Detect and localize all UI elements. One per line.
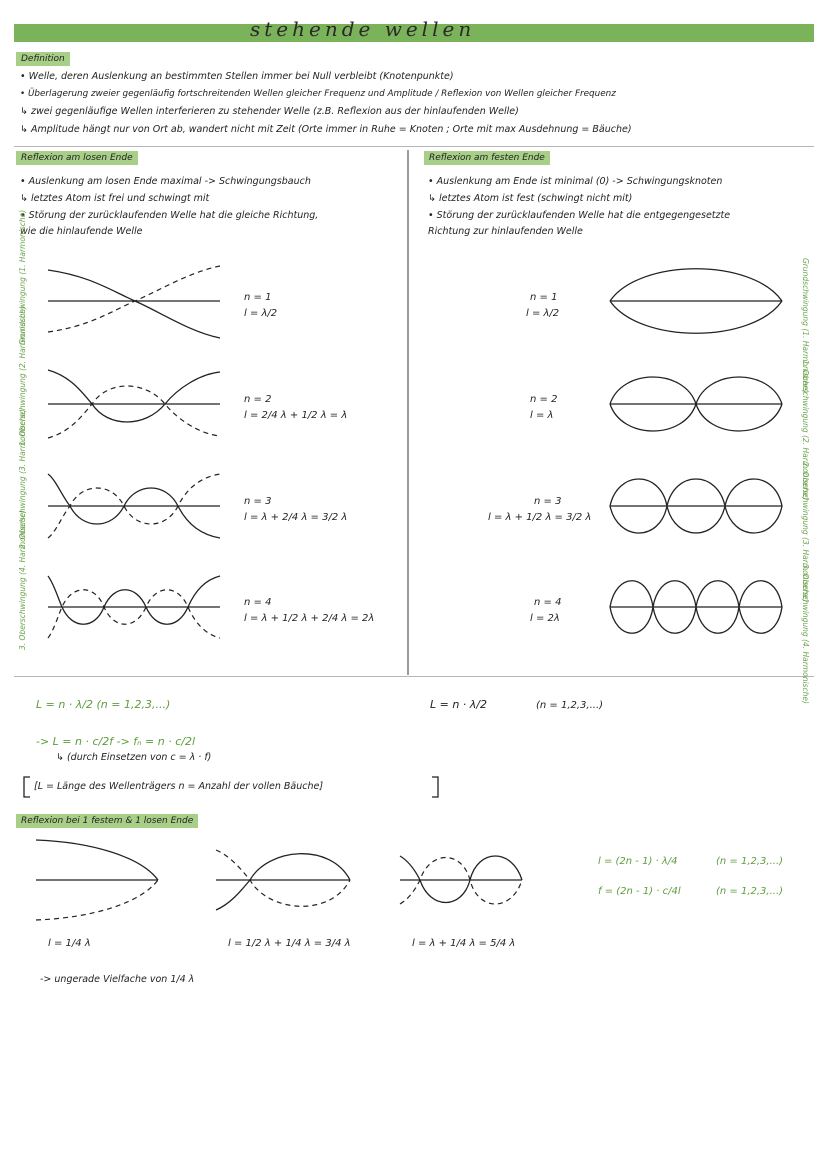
formula-right-1: L = n · λ/2 [430,698,488,711]
right-wave-n3 [610,479,782,533]
left-n3-n: n = 3 [244,496,272,507]
right-wave-n2 [610,377,782,431]
mixed-label-2: l = 1/2 λ + 1/4 λ = 3/4 λ [228,938,351,949]
left-line-3: • Störung der zurücklaufenden Welle hat die gleiche Richtung, [20,210,319,221]
left-n4-l: l = λ + 1/2 λ + 2/4 λ = 2λ [244,613,375,624]
formula-right-2: (n = 1,2,3,...) [536,700,604,711]
right-side-label-4: 3. Oberschwingung (4. Harmonische) [801,564,810,704]
formula-left-3: ↳ (durch Einsetzen von c = λ · f) [56,752,212,763]
left-wave-n1 [48,266,220,338]
right-side-label-2: 1. Oberschwingung (2. Harmonische) [801,360,810,500]
right-n2-l: l = λ [530,410,554,421]
right-n1-l: l = λ/2 [526,308,560,319]
definition-line-4: ↳ Amplitude hängt nur von Ort ab, wandert nicht mit Zeit (Orte immer in Ruhe = Knoten ; Orte mit max Ausdehnung = Bäuche) [20,124,632,135]
definition-line-1: • Welle, deren Auslenkung an bestimmten Stellen immer bei Null verbleibt (Knotenpunkte) [20,71,454,82]
definition-line-2: • Überlagerung zweier gegenläufig fortschreitenden Wellen gleicher Frequenz und Amplitude / Reflexion von Wellen gleicher Frequenz [20,89,616,99]
left-wave-n4 [48,576,220,638]
mixed-label-1: l = 1/4 λ [48,938,91,949]
formula-left-2: -> L = n · c/2f -> fₙ = n · c/2l [36,735,196,748]
left-line-2: ↳ letztes Atom ist frei und schwingt mit [20,193,210,204]
mixed-formula-1-n: (n = 1,2,3,...) [716,856,784,867]
page-title: stehende wellen [250,17,476,41]
formula-left-4: [L = Länge des Wellenträgers n = Anzahl der vollen Bäuche] [34,781,324,792]
left-line-4: wie die hinlaufende Welle [20,226,143,237]
left-side-label-3: 2. Oberschwingung (3. Harmonische) [18,409,27,549]
right-wave-n1 [610,269,782,334]
mixed-formula-2-n: (n = 1,2,3,...) [716,886,784,897]
definition-line-3: ↳ zwei gegenläufige Wellen interferieren zu stehender Welle (z.B. Reflexion aus der hinlaufenden Welle) [20,106,519,117]
right-header: Reflexion am festen Ende [424,151,550,165]
right-line-3: • Störung der zurücklaufenden Welle hat die entgegengesetzte [428,210,731,221]
right-line-2: ↳ letztes Atom ist fest (schwingt nicht mit) [428,193,633,204]
left-side-label-2: 1. Oberschwingung (2. Harmonische) [18,306,27,446]
right-side-label-3: 2. Oberschwingung (3. Harmonische) [801,462,810,602]
left-line-1: • Auslenkung am losen Ende maximal -> Schwingungsbauch [20,176,311,187]
mixed-formula-1: l = (2n - 1) · λ/4 [598,856,678,867]
right-wave-n4 [610,581,782,634]
left-n2-n: n = 2 [244,394,272,405]
right-n4-n: n = 4 [534,597,562,608]
mixed-note: -> ungerade Vielfache von 1/4 λ [40,974,195,985]
mixed-header: Reflexion bei 1 festem & 1 losen Ende [16,814,198,828]
mixed-label-3: l = λ + 1/4 λ = 5/4 λ [412,938,516,949]
left-side-label-1: Grundschwingung (1. Harmonische) [18,209,27,345]
right-n4-l: l = 2λ [530,613,560,624]
left-n1-l: l = λ/2 [244,308,278,319]
right-n1-n: n = 1 [530,292,558,303]
left-n3-l: l = λ + 2/4 λ = 3/2 λ [244,512,348,523]
mixed-wave-1 [36,840,158,920]
right-n3-n: n = 3 [534,496,562,507]
right-n3-l: l = λ + 1/2 λ = 3/2 λ [488,512,592,523]
definition-header: Definition [16,52,70,66]
formula-left-1: L = n · λ/2 (n = 1,2,3,...) [36,698,171,711]
left-n2-l: l = 2/4 λ + 1/2 λ = λ [244,410,348,421]
mixed-wave-2 [216,850,350,910]
mixed-wave-3 [400,856,522,904]
left-n4-n: n = 4 [244,597,272,608]
right-line-4: Richtung zur hinlaufenden Welle [428,226,583,237]
left-wave-n3 [48,474,220,538]
left-side-label-4: 3. Oberschwingung (4. Harmonische) [18,510,27,650]
right-line-1: • Auslenkung am Ende ist minimal (0) -> Schwingungsknoten [428,176,723,187]
left-wave-n2 [48,370,220,438]
left-n1-n: n = 1 [244,292,272,303]
right-n2-n: n = 2 [530,394,558,405]
left-header: Reflexion am losen Ende [16,151,138,165]
mixed-formula-2: f = (2n - 1) · c/4l [598,886,681,897]
right-side-label-1: Grundschwingung (1. Harmonische) [801,258,810,394]
